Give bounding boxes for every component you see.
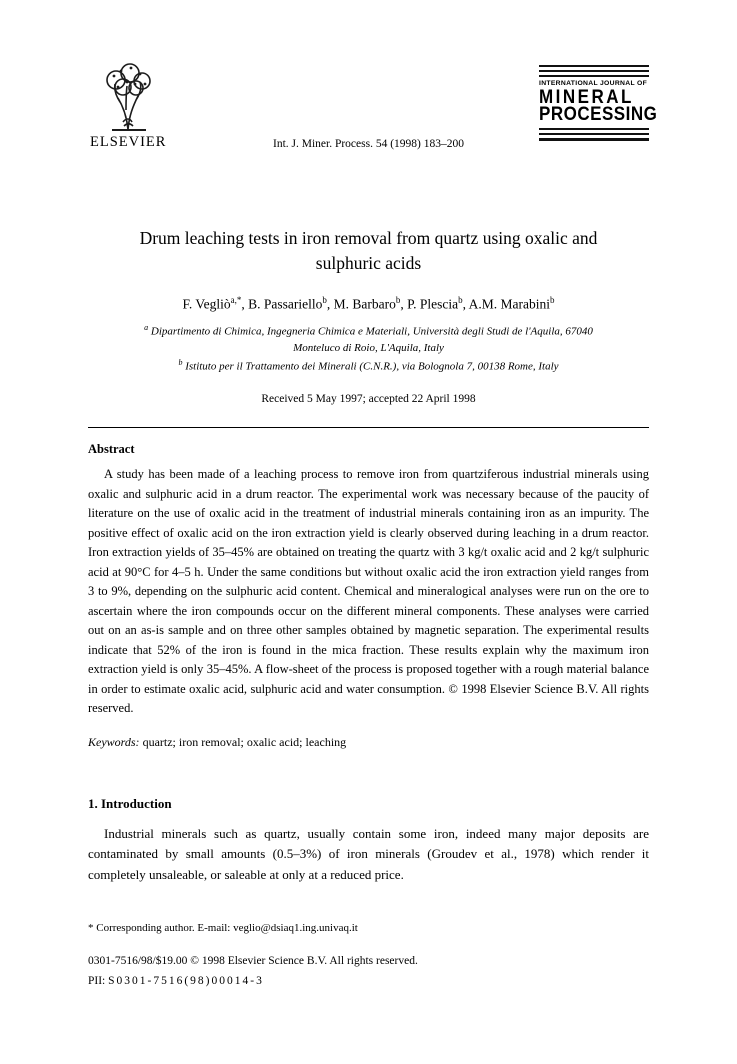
- author-affiliation-mark: b: [458, 294, 463, 305]
- abstract-text: A study has been made of a leaching process to remove iron from quartziferous industrial minerals using oxalic and sulphuric acid in a drum reactor. The experimental work was necessary because of the paucity of literature on the use of oxalic acid in the treatment of industrial minerals containing iron as an impurity. The positive effect of oxalic acid on the iron extraction yield is clearly observed during leaching in a drum reactor. Iron extraction yields of 35–45% are obtained on treating the quartz with 3 kg/t oxalic acid and 2 kg/t sulphuric acid at 90°C for 4–5 h. Under the same conditions but without oxalic acid the iron extraction yield ranges from 3 to 9%, depending on the sulphuric acid content. Chemical and mineralogical analyses were run on the ore to ascertain where the iron compounds occur on the different mineral components. These analyses were carried out on an as-is sample and on three other samples obtained by magnetic separation. The experimental results indicate that 52% of the iron is found in the mica fraction. These results explain why the maximum iron extraction yield is only 35–45%. A flow-sheet of the process is proposed together with a rough material balance in order to estimate oxalic acid, sulphuric acid and water consumption. © 1998 Elsevier Science B.V. All rights reserved.: [88, 467, 649, 716]
- keywords-line: [88, 735, 649, 750]
- journal-name-mineral: MINERAL: [539, 85, 634, 108]
- pii-label: PII:: [88, 974, 106, 987]
- author: F. Vegliò: [182, 296, 231, 312]
- author-affiliation-mark: b: [395, 294, 401, 305]
- introduction-paragraph: Industrial minerals such as quartz, usually contain some iron, indeed many major deposits are contaminated by small amounts (0.5–3%) of iron minerals (Groudev et al., 1978) which render it completely unsaleable, or saleable at only at a reduced price.: [88, 825, 649, 883]
- affiliation-mark: b: [178, 357, 183, 367]
- article-title: Drum leaching tests in iron removal from quartz using oxalic and sulphuric acids: [139, 228, 598, 274]
- journal-citation: Int. J. Miner. Process. 54 (1998) 183–200: [272, 138, 464, 150]
- journal-logo-rule: [539, 128, 649, 130]
- author-line: [88, 295, 649, 313]
- author: , B. Passariello: [241, 296, 323, 312]
- affiliation-text: Dipartimento di Chimica, Ingegneria Chimica e Materiali, Università degli Studi de l'Aquila, 67040 Monteluco di Roio, L'Aquila, Italy: [148, 325, 593, 355]
- author: , P. Plescia: [400, 296, 459, 312]
- section-heading-introduction: 1. Introduction: [88, 795, 172, 811]
- affiliation-text: Istituto per il Trattamento dei Minerali (C.N.R.), via Bolognola 7, 00138 Rome, Italy: [182, 360, 559, 373]
- journal-logo-rule: [539, 65, 649, 67]
- corresponding-author-footnote: * Corresponding author. E-mail: veglio@dsiaq1.ing.univaq.it: [88, 921, 358, 934]
- abstract-divider: [88, 427, 649, 428]
- author-affiliation-mark: b: [550, 294, 555, 305]
- author: , M. Barbaro: [326, 296, 396, 312]
- journal-logo-rule: [539, 138, 649, 141]
- journal-name-processing: PROCESSING: [539, 102, 658, 125]
- journal-logo: [539, 62, 658, 144]
- copyright-footer: [88, 952, 649, 991]
- affiliation: [129, 322, 609, 357]
- affiliation: [129, 357, 609, 375]
- journal-logo-rule: [539, 133, 649, 135]
- pii-line: [88, 972, 649, 992]
- abstract-heading: Abstract: [88, 442, 135, 457]
- elsevier-tree-logo: [90, 60, 164, 137]
- page-header: [0, 0, 737, 192]
- journal-logo-rule: [539, 75, 649, 77]
- keywords-value: quartz; iron removal; oxalic acid; leaching: [139, 734, 347, 749]
- pii-code: S0301-7516(98)00014-3: [108, 974, 264, 987]
- publisher-name: ELSEVIER: [90, 134, 167, 150]
- affiliations: [129, 322, 609, 375]
- journal-name-small: INTERNATIONAL JOURNAL OF: [539, 80, 648, 87]
- author-affiliation-mark: b: [322, 294, 327, 305]
- author: , A.M. Marabini: [462, 296, 551, 312]
- received-dates: Received 5 May 1997; accepted 22 April 1998: [261, 393, 476, 406]
- author-affiliation-mark: a,*: [230, 294, 242, 305]
- affiliation-mark: a: [144, 323, 149, 333]
- keywords-label: Keywords:: [88, 734, 140, 749]
- issn-copyright-line: 0301-7516/98/$19.00 © 1998 Elsevier Science B.V. All rights reserved.: [88, 954, 418, 967]
- journal-logo-rule: [539, 70, 649, 72]
